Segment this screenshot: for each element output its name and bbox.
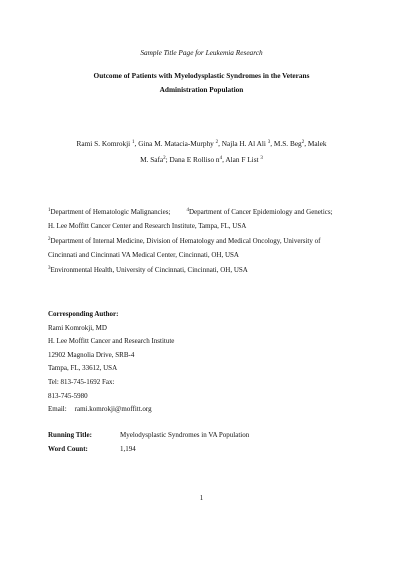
word-count-row <box>48 443 249 457</box>
running-title-row <box>48 429 249 443</box>
author-name: , Najla H. Al Ali <box>218 139 266 148</box>
author-name: Rami S. Komrokji <box>76 139 131 148</box>
email-label: Email: <box>48 405 67 414</box>
author-name: , Malek <box>304 139 327 148</box>
corresponding-institute: H. Lee Moffitt Cancer and Research Institute <box>48 337 175 346</box>
affiliation-line: Cincinnati and Cincinnati VA Medical Center, Cincinnati, OH, USA <box>48 251 239 260</box>
author-name: ; Dana E Rolliso n <box>165 155 220 164</box>
word-count-value: 1,194 <box>120 444 136 453</box>
affiliation-marker: 3 <box>48 265 51 271</box>
author-name: , Gina M. Matacia-Murphy <box>134 139 214 148</box>
affiliation-marker: 2 <box>301 140 305 145</box>
affiliation-text: Department of Hematologic Malignancies; <box>50 208 171 216</box>
author-list <box>0 136 403 168</box>
corresponding-author-block <box>48 308 174 417</box>
affiliation-marker: 4 <box>219 156 223 161</box>
author-line-1 <box>0 136 403 152</box>
affiliation-text: Department of Cancer Epidemiology and Genetics; <box>188 208 333 216</box>
author-name: , M.S. Beg <box>270 139 302 148</box>
affiliation-marker: 2 <box>163 156 166 161</box>
page-number: 1 <box>199 494 204 502</box>
corresponding-heading: Corresponding Author: <box>48 310 119 318</box>
corresponding-tel: Tel: 813-745-1692 Fax: <box>48 377 115 386</box>
corresponding-address: 12902 Magnolia Drive, SRB-4 <box>48 350 135 359</box>
affiliation-text: Environmental Health, University of Cincinnati, Cincinnati, OH, USA <box>50 265 248 274</box>
corresponding-name: Rami Komrokji, MD <box>48 323 107 332</box>
corresponding-email-line <box>48 403 174 417</box>
paper-title-line-2: Administration Population <box>159 85 244 94</box>
affiliation-line <box>48 205 358 219</box>
affiliation-marker: 1 <box>48 208 51 213</box>
running-title-label: Running Title: <box>48 431 92 439</box>
affiliation-marker: 3 <box>267 140 271 145</box>
affiliation-line <box>48 234 358 248</box>
author-line-2 <box>0 152 403 168</box>
affiliation-marker: 4 <box>186 208 189 213</box>
paper-title <box>0 69 403 97</box>
affiliation-line <box>48 263 358 277</box>
affiliation-marker: 1 <box>132 140 135 145</box>
affiliations <box>48 205 358 277</box>
affiliation-marker: 2 <box>48 236 51 242</box>
author-name: M. Safa <box>140 155 164 164</box>
word-count-label: Word Count: <box>48 444 88 453</box>
paper-title-line-1: Outcome of Patients with Myelodysplastic Syndromes in the Veterans <box>93 71 310 80</box>
corresponding-fax: 813-745-5980 <box>48 391 88 400</box>
sample-title: Sample Title Page for Leukemia Research <box>140 48 263 57</box>
affiliation-text: Department of Internal Medicine, Division of Hematology and Medical Oncology, University of <box>50 236 321 245</box>
affiliation-marker: 3 <box>260 156 263 161</box>
email-link[interactable]: rami.komrokji@moffitt.org <box>74 405 152 414</box>
running-info <box>48 429 249 456</box>
author-name: , Alan F List <box>222 155 259 164</box>
corresponding-city: Tampa, FL, 33612, USA <box>48 364 118 373</box>
running-title-value: Myelodysplastic Syndromes in VA Population <box>120 431 250 439</box>
affiliation-line: H. Lee Moffitt Cancer Center and Research Institute, Tampa, FL, USA <box>48 222 247 231</box>
affiliation-marker: 2 <box>215 140 219 145</box>
